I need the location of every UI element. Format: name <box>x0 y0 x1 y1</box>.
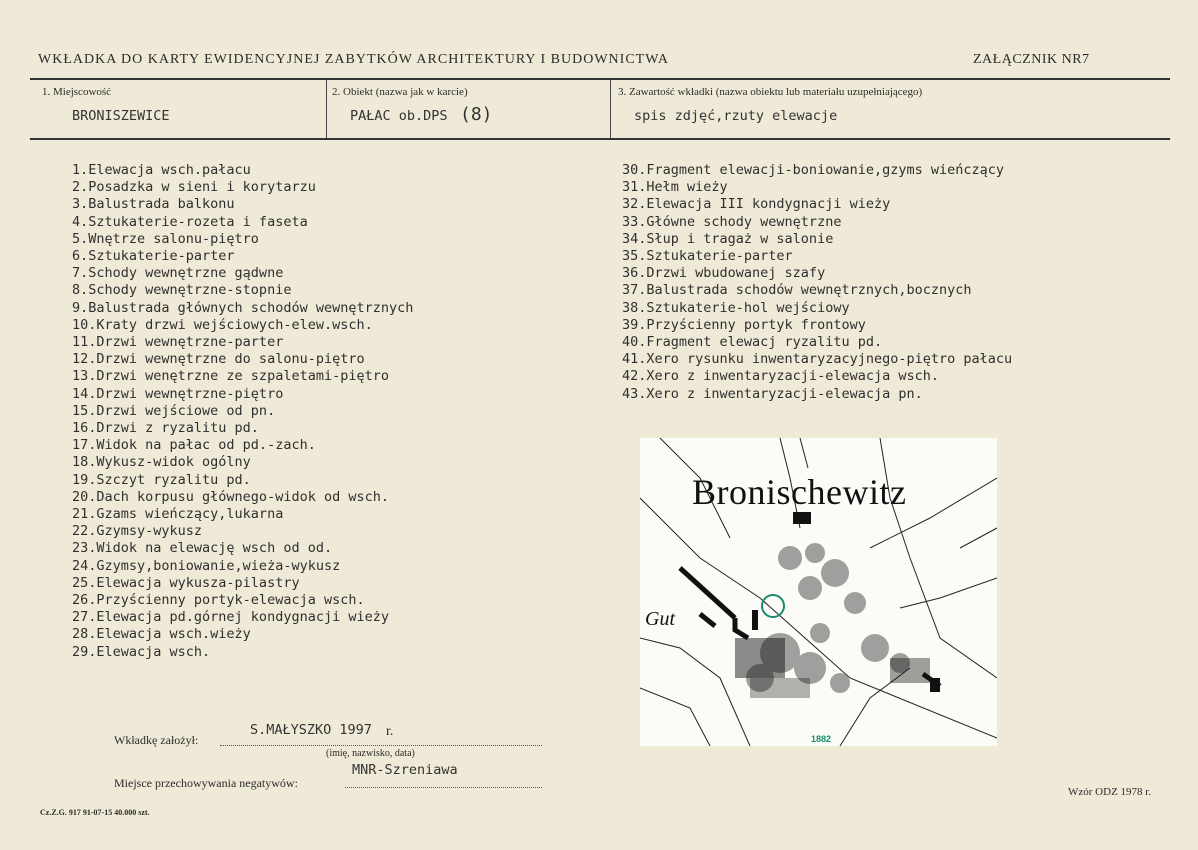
photo-list-item: 31.Hełm wieży <box>622 179 728 196</box>
photo-list-item: 33.Główne schody wewnętrzne <box>622 213 842 230</box>
photo-list-item: 9.Balustrada głównych schodów wewnętrznych <box>72 299 414 316</box>
made-by-suffix: r. <box>386 724 394 739</box>
photo-list-item: 41.Xero rysunku inwentaryzacyjnego-piętro pałacu <box>622 351 1013 368</box>
photo-list-item: 32.Elewacja III kondygnacji wieży <box>622 196 891 213</box>
photo-list-right <box>622 162 1012 403</box>
photo-list-item: 43.Xero z inwentaryzacji-elewacja pn. <box>622 385 923 402</box>
template-note: Wzór ODZ 1978 r. <box>1068 786 1152 798</box>
photo-list-left <box>72 162 413 661</box>
photo-list-item: 34.Słup i tragaż w salonie <box>622 230 834 247</box>
photo-list-item: 25.Elewacja wykusza-pilastry <box>72 574 300 591</box>
map-gut-label: Gut <box>645 608 675 630</box>
photo-list-item: 39.Przyścienny portyk frontowy <box>622 316 866 333</box>
historic-map <box>640 438 997 746</box>
photo-list-item: 27.Elewacja pd.górnej kondygnacji wieży <box>72 609 389 626</box>
photo-list-item: 4.Sztukaterie-rozeta i faseta <box>72 213 308 230</box>
made-by-line <box>220 744 542 746</box>
attachment-number: ZAŁĄCZNIK NR7 <box>973 52 1090 67</box>
photo-list-item: 20.Dach korpusu głównego-widok od wsch. <box>72 488 389 505</box>
photo-list-item: 17.Widok na pałac od pd.-zach. <box>72 437 316 454</box>
palace-marker-circle <box>762 595 784 617</box>
header-rule-bottom <box>30 138 1170 140</box>
storage-line <box>345 786 542 788</box>
photo-list-item: 37.Balustrada schodów wewnętrznych,bocznych <box>622 282 972 299</box>
contents-label: 3. Zawartość wkładki (nazwa obiektu lub materiału uzupełniającego) <box>618 86 923 98</box>
photo-list-item: 38.Sztukaterie-hol wejściowy <box>622 299 850 316</box>
photo-list-item: 28.Elewacja wsch.wieży <box>72 626 251 643</box>
locality-label: 1. Miejscowość <box>42 86 112 98</box>
photo-list-item: 16.Drzwi z ryzalitu pd. <box>72 420 259 437</box>
photo-list-item: 36.Drzwi wbudowanej szafy <box>622 265 826 282</box>
field-divider-2 <box>610 80 611 138</box>
storage-label: Miejsce przechowywania negatywów: <box>114 776 298 790</box>
made-by-value: S.MAŁYSZKO 1997 <box>250 722 372 738</box>
photo-list-item: 11.Drzwi wewnętrzne-parter <box>72 334 284 351</box>
map-title: Bronischewitz <box>692 472 907 512</box>
print-code: Cz.Z.G. 917 91-07-15 40.000 szt. <box>40 808 150 817</box>
locality-value: BRONISZEWICE <box>72 108 170 124</box>
photo-list-item: 24.Gzymsy,boniowanie,wieża-wykusz <box>72 557 341 574</box>
photo-list-item: 5.Wnętrze salonu-piętro <box>72 230 259 247</box>
photo-list-item: 19.Szczyt ryzalitu pd. <box>72 471 251 488</box>
photo-list-item: 7.Schody wewnętrzne gądwne <box>72 265 284 282</box>
storage-value: MNR-Szreniawa <box>352 762 458 778</box>
field-divider-1 <box>326 80 327 138</box>
made-by-label: Wkładkę założył: <box>114 733 199 747</box>
photo-list-item: 6.Sztukaterie-parter <box>72 248 235 265</box>
photo-list-item: 30.Fragment elewacji-boniowanie,gzyms wieńczący <box>622 162 1005 178</box>
photo-list-item: 15.Drzwi wejściowe od pn. <box>72 402 276 419</box>
photo-list-item: 40.Fragment elewacj ryzalitu pd. <box>622 334 883 351</box>
photo-list-item: 3.Balustrada balkonu <box>72 196 235 213</box>
photo-list-item: 26.Przyścienny portyk-elewacja wsch. <box>72 592 365 609</box>
object-label: 2. Obiekt (nazwa jak w karcie) <box>332 86 468 98</box>
photo-list-item: 22.Gzymsy-wykusz <box>72 523 203 540</box>
header-rule-top <box>30 78 1170 80</box>
contents-value: spis zdjęć,rzuty elewacje <box>634 108 838 124</box>
made-by-note: (imię, nazwisko, data) <box>326 748 415 759</box>
photo-list-item: 18.Wykusz-widok ogólny <box>72 454 251 471</box>
photo-list-item: 42.Xero z inwentaryzacji-elewacja wsch. <box>622 368 939 385</box>
form-title: WKŁADKA DO KARTY EWIDENCYJNEJ ZABYTKÓW ARCHITEKTURY I BUDOWNICTWA <box>38 52 669 67</box>
photo-list-item: 1.Elewacja wsch.pałacu <box>72 162 251 178</box>
photo-list-item: 12.Drzwi wewnętrzne do salonu-piętro <box>72 351 365 368</box>
photo-list-item: 29.Elewacja wsch. <box>72 643 211 660</box>
photo-list-item: 14.Drzwi wewnętrzne-piętro <box>72 385 284 402</box>
photo-list-item: 10.Kraty drzwi wejściowych-elew.wsch. <box>72 316 373 333</box>
photo-list-item: 21.Gzams wieńczący,lukarna <box>72 506 284 523</box>
photo-list-item: 23.Widok na elewację wsch od od. <box>72 540 333 557</box>
map-year: 1882 <box>811 734 832 744</box>
object-number: (8) <box>460 104 493 125</box>
photo-list-item: 13.Drzwi wenętrzne ze szpaletami-piętro <box>72 368 389 385</box>
photo-list-item: 35.Sztukaterie-parter <box>622 248 793 265</box>
photo-list-item: 8.Schody wewnętrzne-stopnie <box>72 282 292 299</box>
object-value: PAŁAC ob.DPS <box>350 108 448 124</box>
photo-list-item: 2.Posadzka w sieni i korytarzu <box>72 179 316 196</box>
